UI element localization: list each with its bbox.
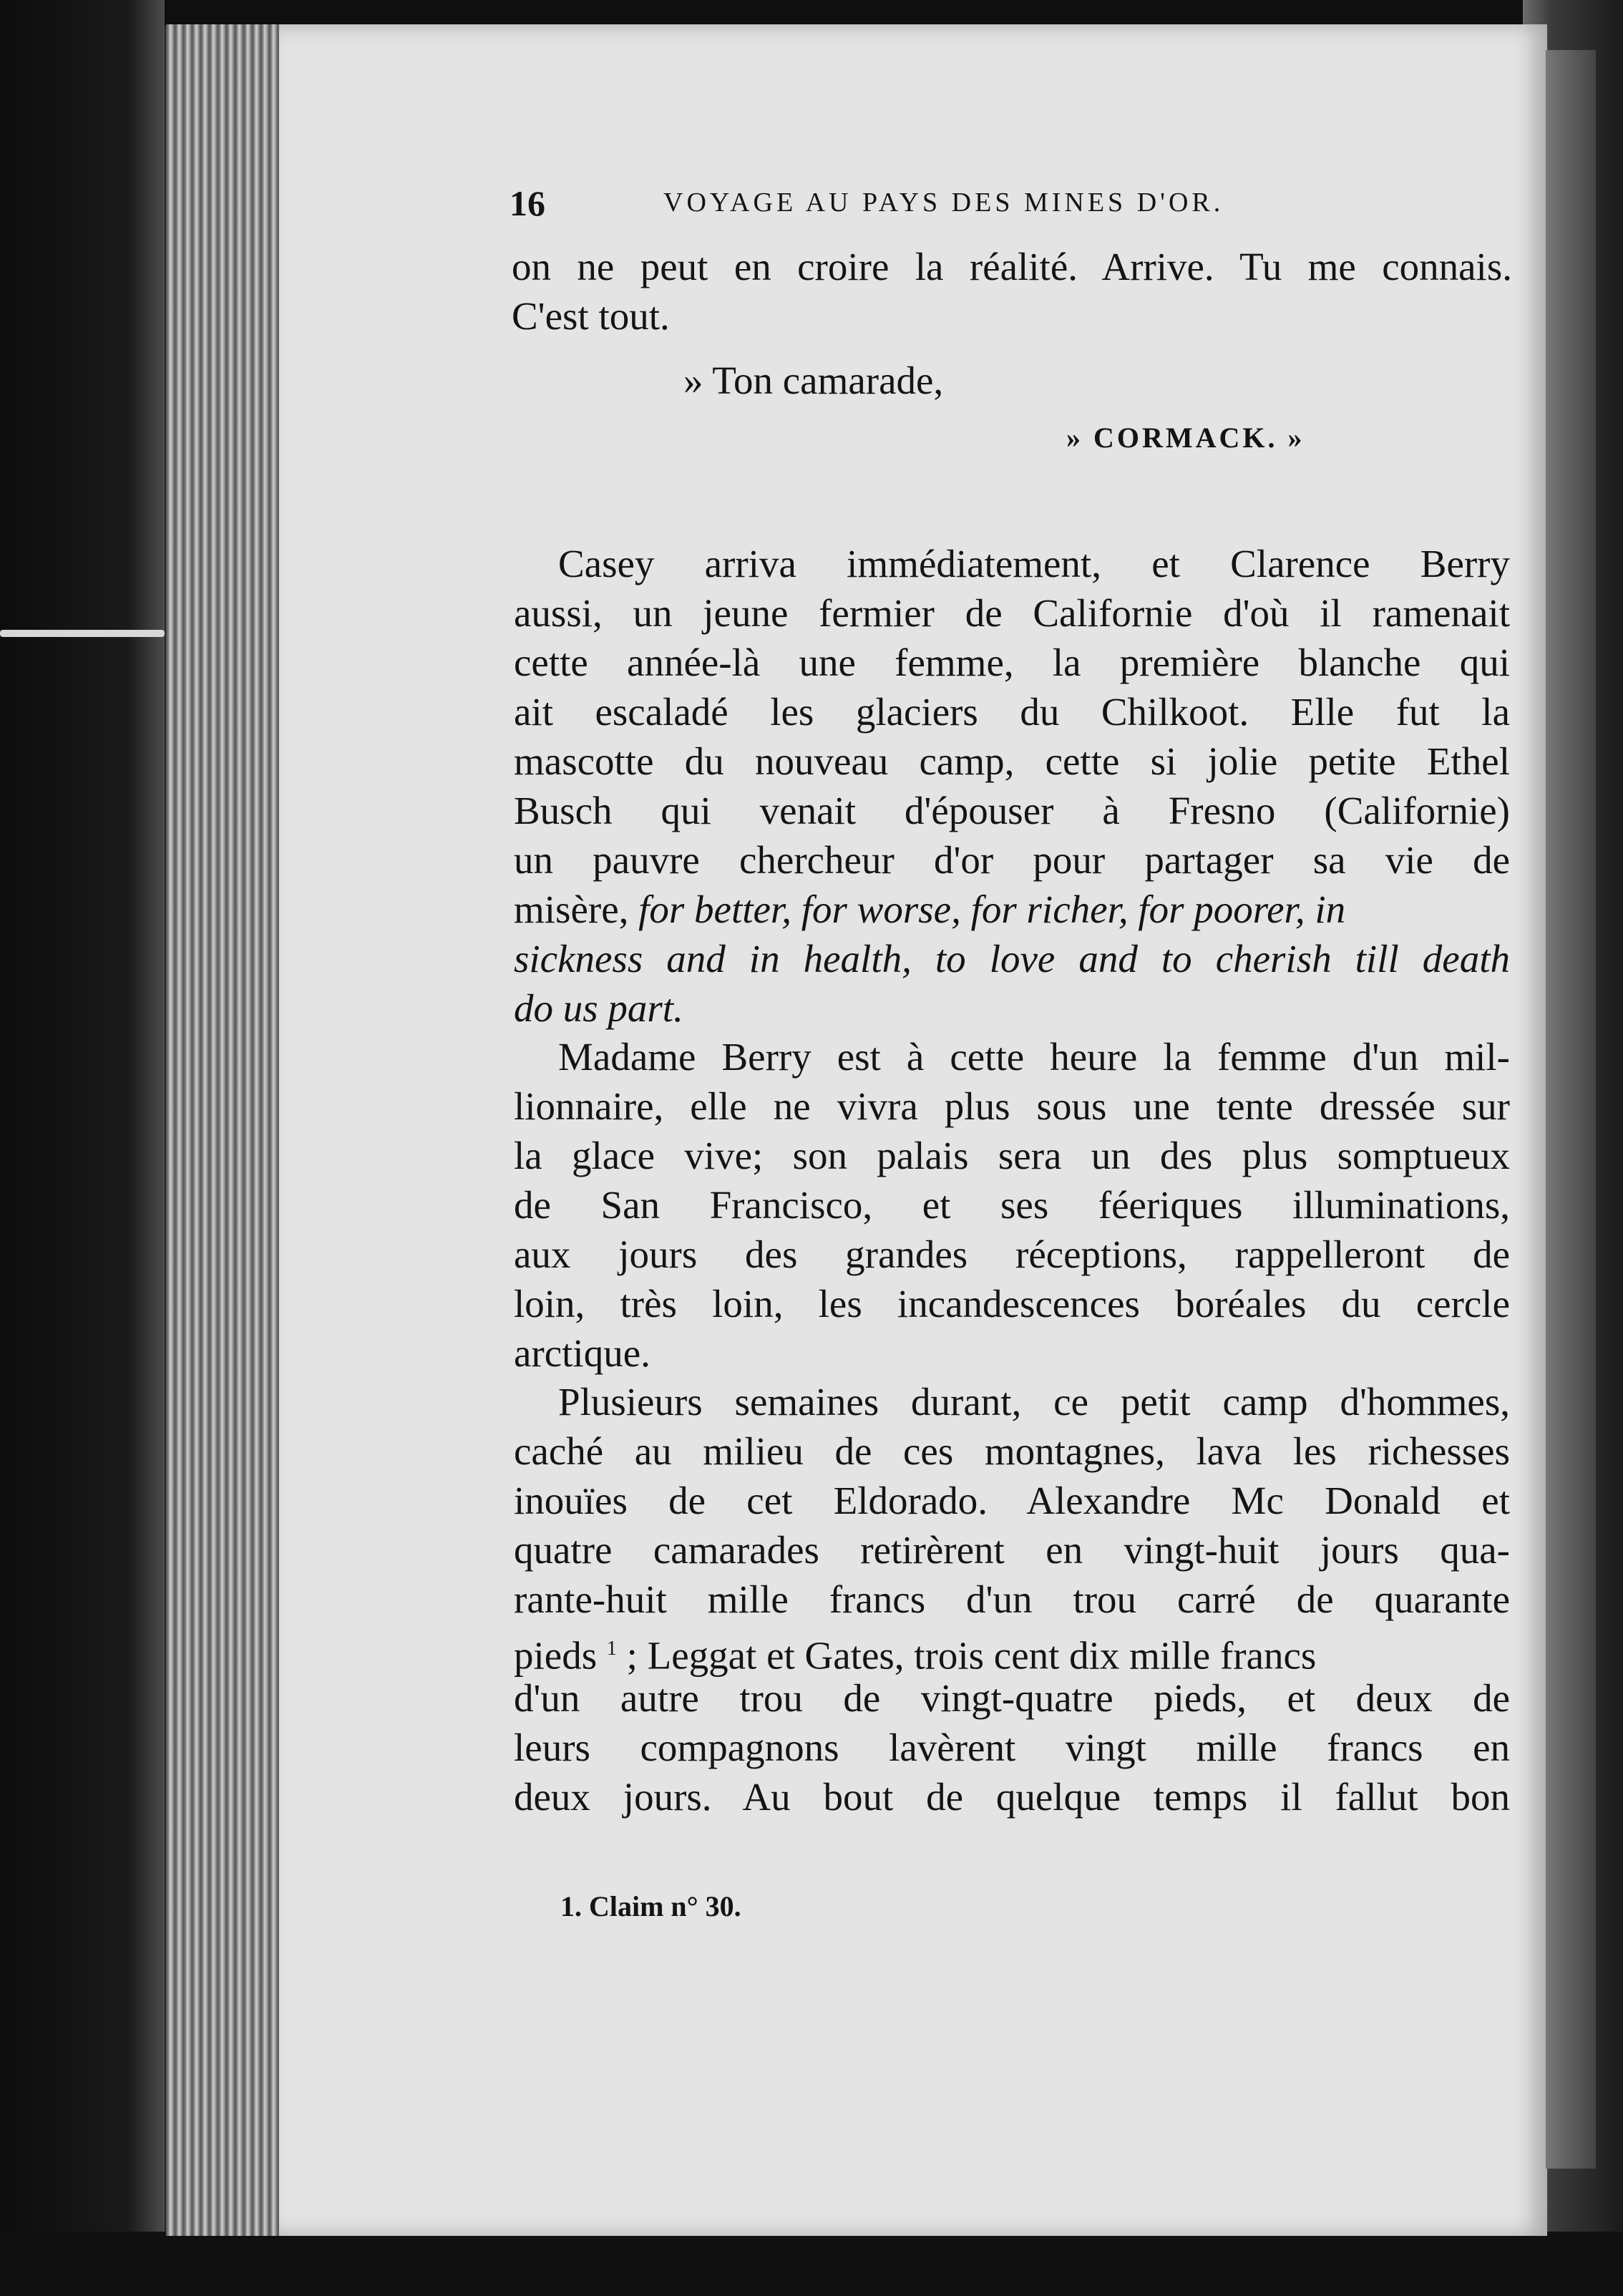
body-text [514,540,1510,1822]
text-line: lionnaire, elle ne vivra plus sous une tente dressée sur [514,1084,1510,1128]
footnote: 1. Claim n° 30. [560,1890,741,1922]
running-title: VOYAGE AU PAYS DES MINES D'OR. [663,188,1224,218]
scan-border-bottom [0,2232,1623,2296]
text-line: Casey arriva immédiatement, et Clarence Berry [558,542,1510,585]
text-line: d'un autre trou de vingt-quatre pieds, et deux de [514,1676,1510,1720]
letter-ending [512,242,1512,341]
text-line: caché au milieu de ces montagnes, lava les richesses [514,1429,1510,1473]
text-line: mascotte du nouveau camp, cette si jolie petite Ethel [514,739,1510,783]
text-line: C'est tout. [512,294,670,338]
italic-quote: for better, for worse, for richer, for poorer, in [638,887,1346,931]
text-fragment: misère, [514,887,629,931]
text-line: de San Francisco, et ses féeriques illuminations, [514,1183,1510,1227]
text-line: on ne peut en croire la réalité. Arrive. Tu me connais. [512,245,1512,288]
text-fragment: ; Leggat et Gates, trois cent dix mille francs [626,1633,1317,1678]
text-line: arctique. [514,1331,650,1375]
text-line: loin, très loin, les incandescences boréales du cercle [514,1282,1510,1325]
running-head [510,183,1390,225]
scan-artifact [0,630,165,637]
page-number: 16 [510,183,545,223]
text-line: quatre camarades retirèrent en vingt-huit jours qua- [514,1528,1510,1572]
paragraph-madame-berry [514,1033,1510,1378]
letter-salutation: » Ton camarade, [683,359,944,402]
facing-page-edge [1546,50,1596,2169]
text-line [514,1625,1510,1678]
text-line: aussi, un jeune fermier de Californie d'où il ramenait [514,591,1510,635]
text-line: Plusieurs semaines durant, ce petit camp d'hommes, [558,1380,1510,1424]
text-line: rante-huit mille francs d'un trou carré de quarante [514,1577,1510,1621]
text-line: cette année-là une femme, la première blanche qui [514,641,1510,684]
paragraph-casey [514,540,1510,1033]
letter-signature: » CORMACK. » [1066,422,1305,454]
text-line: inouïes de cet Eldorado. Alexandre Mc Donald et [514,1479,1510,1522]
text-line [514,885,1510,935]
paragraph-plusieurs [514,1378,1510,1822]
text-line: aux jours des grandes réceptions, rappelleront de [514,1232,1510,1276]
text-fragment: pieds [514,1633,598,1678]
footnote-marker: 1 [606,1638,617,1660]
text-line: Madame Berry est à cette heure la femme d'un mil- [558,1035,1510,1079]
book-page-edges [166,24,281,2236]
text-line: Busch qui venait d'épouser à Fresno (Californie) [514,789,1510,832]
text-line: deux jours. Au bout de quelque temps il fallut bon [514,1775,1510,1819]
italic-quote: do us part. [514,986,683,1030]
scan-border-top [0,0,1623,26]
text-line: la glace vive; son palais sera un des plus somptueux [514,1134,1510,1177]
text-line: leurs compagnons lavèrent vingt mille francs en [514,1726,1510,1769]
scan-border-left [0,0,165,2296]
text-line: un pauvre chercheur d'or pour partager sa vie de [514,838,1510,882]
italic-quote: sickness and in health, to love and to cherish till death [514,937,1510,981]
text-line: ait escaladé les glaciers du Chilkoot. Elle fut la [514,690,1510,734]
